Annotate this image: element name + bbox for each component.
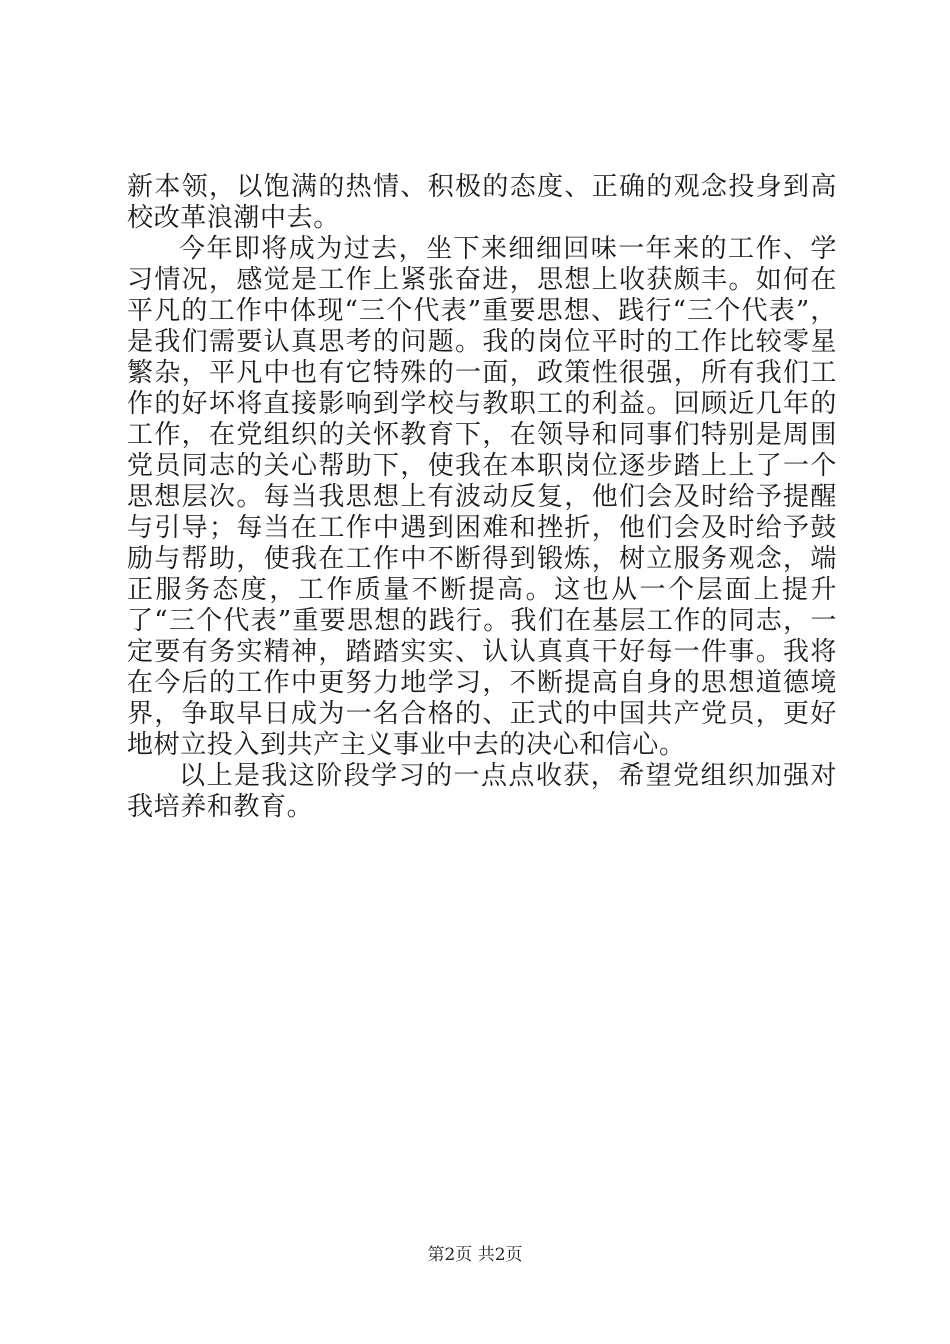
paragraph-2: 今年即将成为过去，坐下来细细回味一年来的工作、学习情况，感觉是工作上紧张奋进，思想上收获颇丰。如何在平凡的工作中体现“三个代表”重要思想、践行“三个代表”，是我们需要认真思考的问题。我的岗位平时的工作比较零星繁杂，平凡中也有它特殊的一面，政策性很强，所有我们工作的好坏将直接影响到学校与教职工的利益。回顾近几年的工作，在党组织的关怀教育下，在领导和同事们特别是周围党员同志的关心帮助下，使我在本职岗位逐步踏上上了一个思想层次。每当我思想上有波动反复，他们会及时给予提醒与引导；每当在工作中遇到困难和挫折，他们会及时给予鼓励与帮助，使我在工作中不断得到锻炼，树立服务观念，端正服务态度，工作质量不断提高。这也从一个层面上提升了“三个代表”重要思想的践行。我们在基层工作的同志，一定要有务实精神，踏踏实实、认认真真干好每一件事。我将在今后的工作中更努力地学习，不断提高自身的思想道德境界，争取早日成为一名合格的、正式的中国共产党员，更好地树立投入到共产主义事业中去的决心和信心。 bbox=[127, 234, 837, 760]
paragraph-3: 以上是我这阶段学习的一点点收获，希望党组织加强对我培养和教育。 bbox=[127, 761, 837, 822]
document-body bbox=[127, 172, 837, 823]
paragraph-1: 新本领，以饱满的热情、积极的态度、正确的观念投身到高校改革浪潮中去。 bbox=[127, 172, 837, 233]
page-number-footer: 第2页 共2页 bbox=[427, 1245, 523, 1265]
